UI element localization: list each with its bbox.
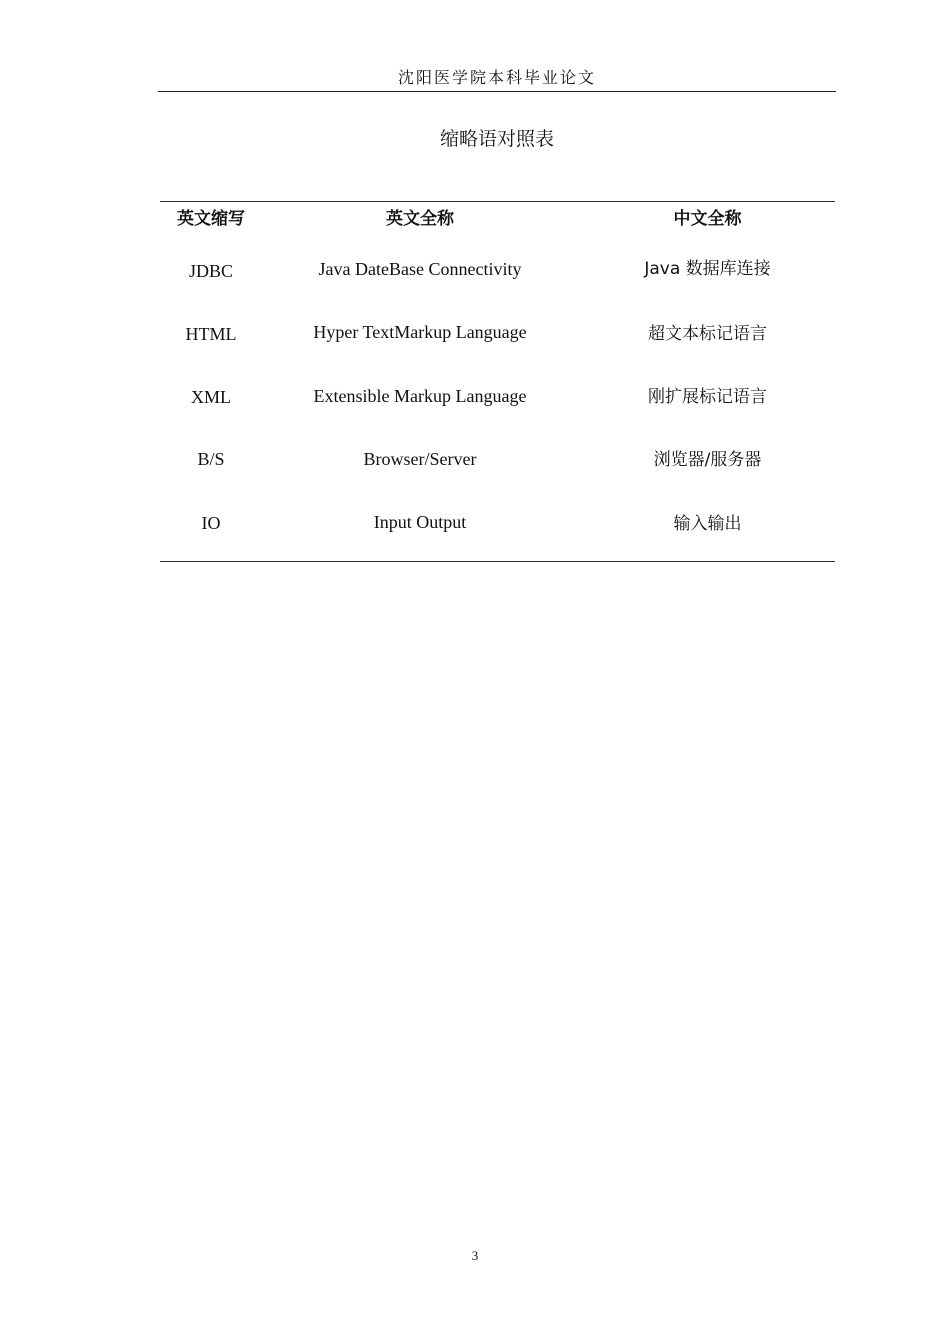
- table-row: [160, 508, 835, 538]
- column-header-abbreviation: 英文缩写: [177, 209, 245, 229]
- chinese-name-cell: 输入输出: [673, 514, 742, 534]
- column-header-english-full-name: 英文全称: [386, 209, 454, 229]
- running-header: 沈阳医学院本科毕业论文: [158, 66, 836, 92]
- table-row: [160, 382, 835, 412]
- english-name-cell: Browser/Server: [363, 449, 477, 469]
- chinese-name-cell: 浏览器/服务器: [653, 450, 762, 470]
- english-name-cell: Extensible Markup Language: [313, 386, 527, 406]
- chinese-name-cell: 超文本标记语言: [648, 324, 767, 344]
- page-number: 3: [471, 1248, 479, 1263]
- chinese-name-cell: 刚扩展标记语言: [648, 387, 767, 407]
- abbreviation-table: [160, 201, 835, 562]
- abbreviation-cell: XML: [191, 387, 231, 407]
- column-header-chinese-full-name: 中文全称: [673, 209, 742, 229]
- abbreviation-cell: B/S: [197, 449, 225, 469]
- table-header-row: [160, 204, 835, 234]
- table-row: [160, 256, 835, 286]
- english-name-cell: Java DateBase Connectivity: [318, 259, 522, 279]
- english-name-cell: Hyper TextMarkup Language: [313, 322, 527, 342]
- table-title: 缩略语对照表: [439, 128, 554, 150]
- table-row: [160, 319, 835, 349]
- abbreviation-cell: JDBC: [188, 261, 233, 281]
- abbreviation-cell: HTML: [185, 324, 237, 344]
- english-name-cell: Input Output: [373, 512, 467, 532]
- chinese-name-cell: Java 数据库连接: [644, 259, 771, 279]
- abbreviation-cell: IO: [201, 513, 221, 533]
- table-row: [160, 444, 835, 474]
